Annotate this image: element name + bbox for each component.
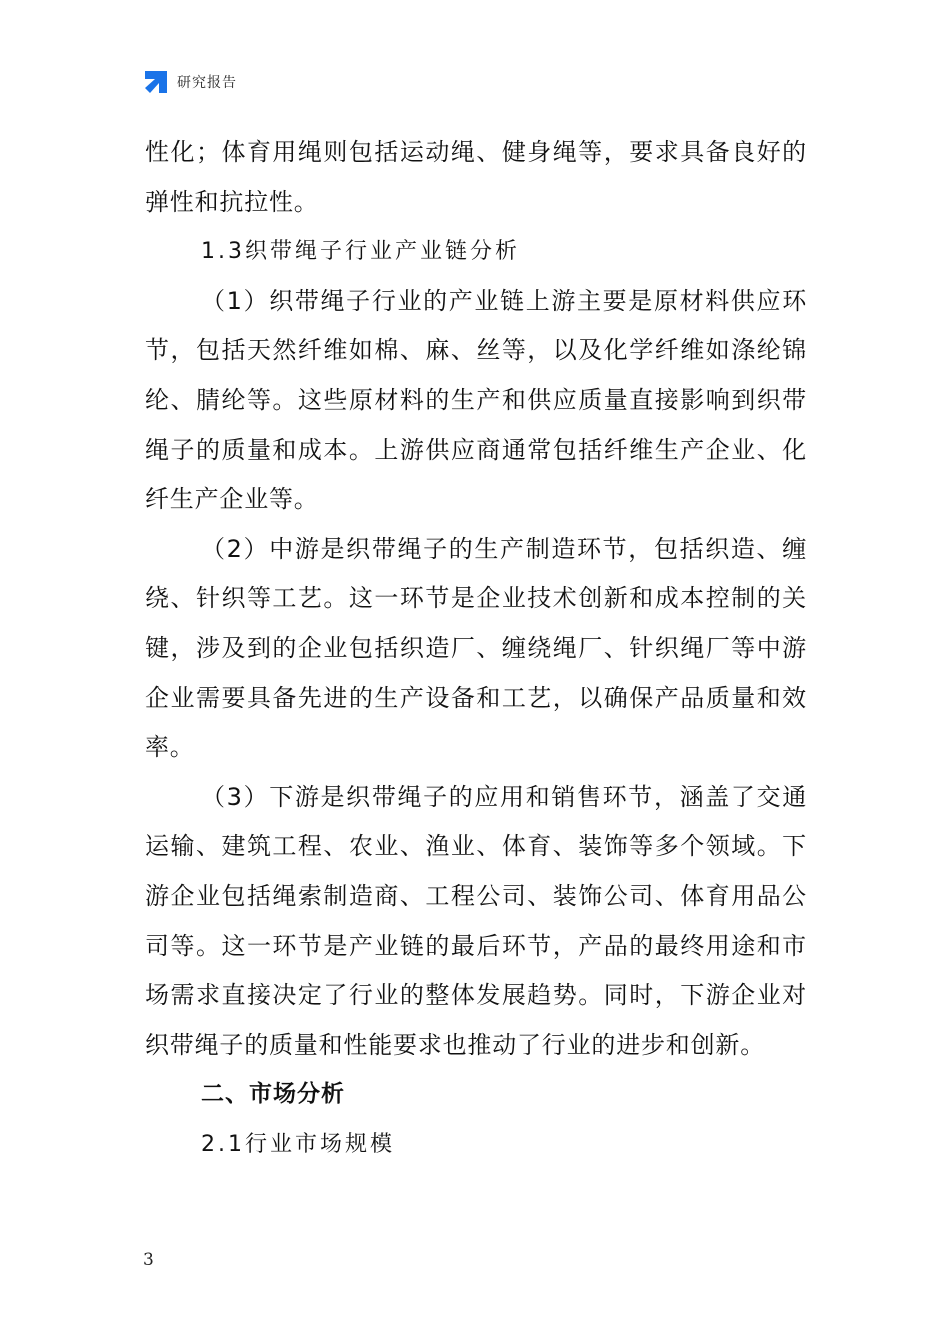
header-title: 研究报告 (177, 75, 237, 91)
section-heading-2-1: 2.1行业市场规模 (201, 1131, 395, 1157)
paragraph-upstream: （1）织带绳子行业的产业链上游主要是原材料供应环节，包括天然纤维如棉、麻、丝等，以及化学纤维如涤纶锦纶、腈纶等。这些原材料的生产和供应质量直接影响到织带绳子的质量和成本。上游供应商通常包括纤维生产企业、化纤生产企业等。 (145, 286, 807, 514)
paragraph-continued: 性化；体育用绳则包括运动绳、健身绳等，要求具备良好的弹性和抗拉性。 (145, 138, 807, 216)
paragraph-downstream: （3）下游是织带绳子的应用和销售环节，涵盖了交通运输、建筑工程、农业、渔业、体育、装饰等多个领域。下游企业包括绳索制造商、工程公司、装饰公司、体育用品公司等。这一环节是产业链的最后环节，产品的最终用途和市场需求直接决定了行业的整体发展趋势。同时，下游企业对织带绳子的质量和性能要求也推动了行业的进步和创新。 (145, 782, 807, 1059)
page-number: 3 (143, 1250, 154, 1270)
chapter-heading-market-analysis: 二、市场分析 (201, 1081, 345, 1108)
paragraph-midstream: （2）中游是织带绳子的生产制造环节，包括织造、缠绕、针织等工艺。这一环节是企业技术创新和成本控制的关键，涉及到的企业包括织造厂、缠绕绳厂、针织绳厂等中游企业需要具备先进的生产设备和工艺，以确保产品质量和效率。 (145, 534, 807, 762)
section-heading-1-3: 1.3织带绳子行业产业链分析 (201, 239, 520, 265)
document-body (145, 128, 807, 1169)
arrow-up-right-logo-icon (143, 69, 169, 95)
page-header (143, 68, 237, 96)
